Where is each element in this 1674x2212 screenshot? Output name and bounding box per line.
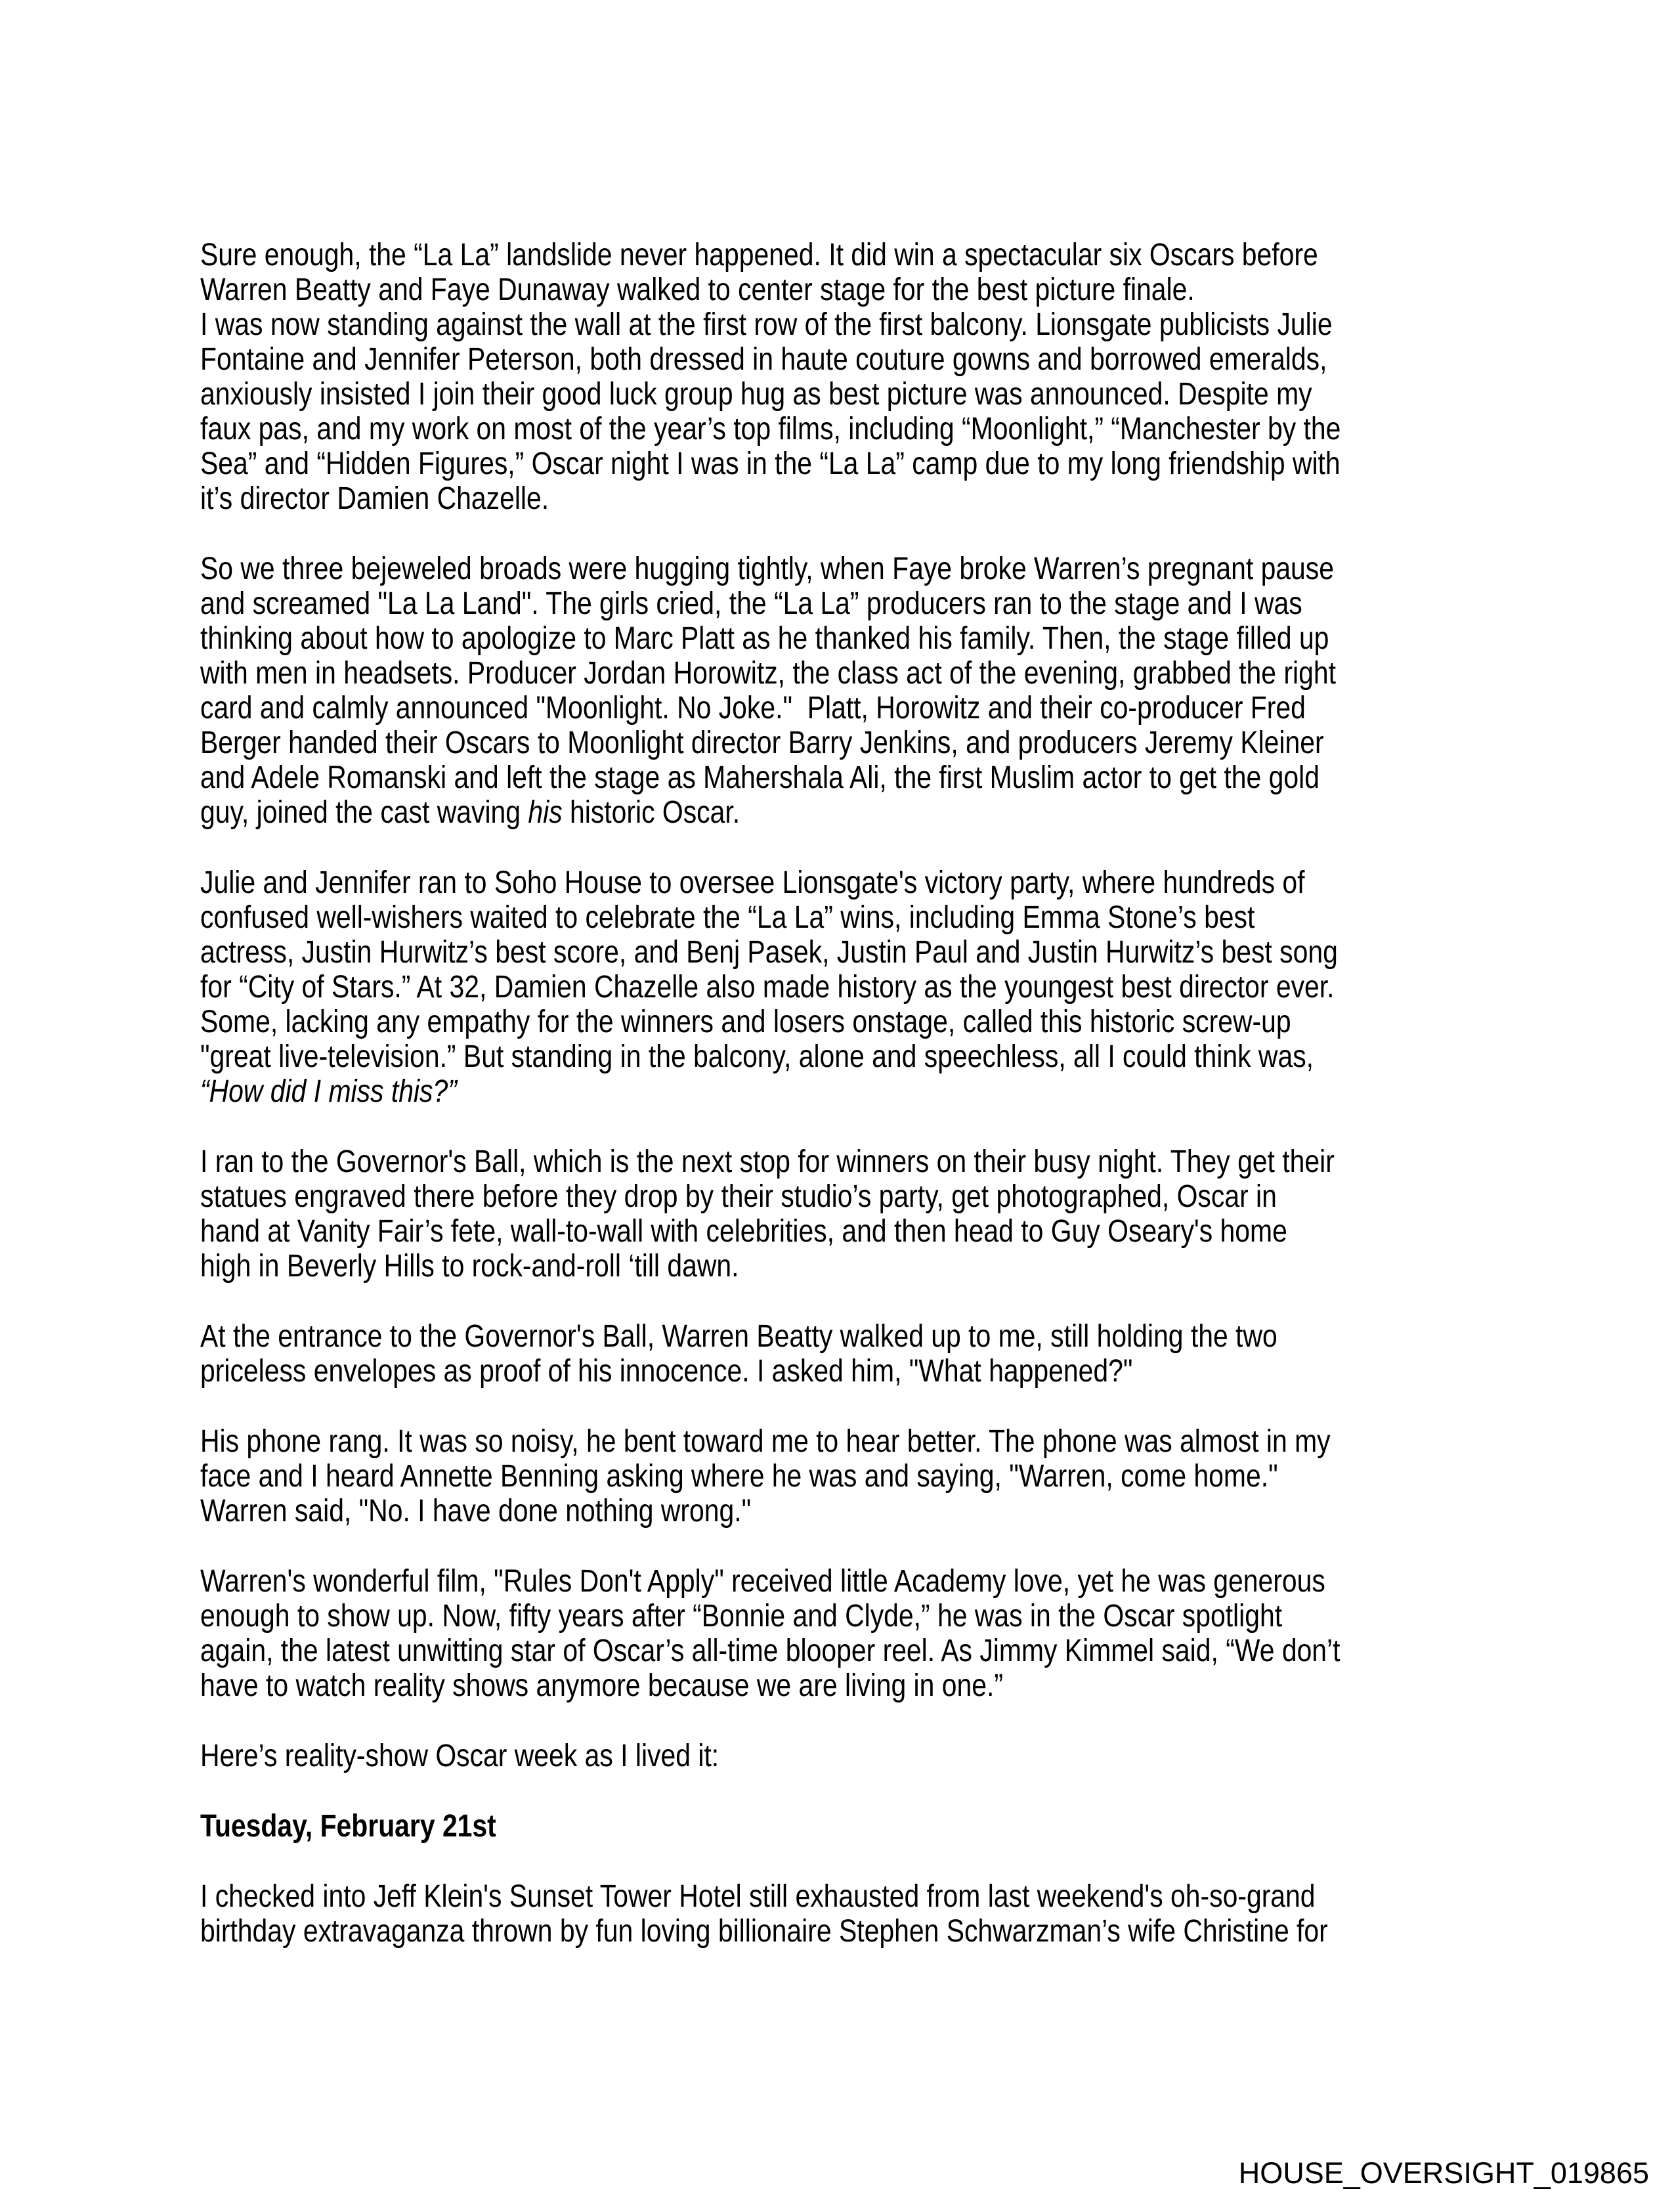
paragraph (200, 1319, 1484, 1389)
text-line (200, 1494, 1484, 1529)
text-line (200, 1809, 1484, 1844)
text-line (200, 1074, 1484, 1109)
bates-number: HOUSE_OVERSIGHT_019865 (1238, 2156, 1649, 2190)
paragraph (200, 552, 1484, 830)
text-segment: Julie and Jennifer ran to Soho House to oversee Lionsgate's victory party, where hundreds of (200, 865, 1305, 900)
section-heading (200, 1809, 1484, 1844)
text-line (200, 238, 1484, 272)
text-segment: priceless envelopes as proof of his innocence. I asked him, "What happened?" (200, 1354, 1133, 1389)
text-segment: Some, lacking any empathy for the winners and losers onstage, called this historic screw-up (200, 1005, 1291, 1039)
paragraph (200, 865, 1484, 1109)
text-line (200, 412, 1484, 446)
paragraph (200, 1144, 1484, 1284)
text-line (200, 1668, 1484, 1703)
text-line (200, 1144, 1484, 1179)
text-segment: Here’s reality-show Oscar week as I lived it: (200, 1739, 719, 1773)
text-segment: actress, Justin Hurwitz’s best score, and Benj Pasek, Justin Paul and Justin Hurwitz’s best song (200, 935, 1338, 970)
text-segment: His phone rang. It was so noisy, he bent toward me to hear better. The phone was almost in my (200, 1424, 1331, 1459)
text-segment: enough to show up. Now, fifty years after “Bonnie and Clyde,” he was in the Oscar spotlight (200, 1599, 1283, 1634)
text-line (200, 1424, 1484, 1459)
text-segment: face and I heard Annette Benning asking where he was and saying, "Warren, come home." (200, 1459, 1278, 1494)
text-line (200, 1459, 1484, 1494)
text-line (200, 1354, 1484, 1389)
text-segment: Warren said, "No. I have done nothing wrong." (200, 1494, 752, 1529)
text-segment: Sure enough, the “La La” landslide never happened. It did win a spectacular six Oscars before (200, 238, 1318, 272)
text-line (200, 1564, 1484, 1599)
text-segment: Warren Beatty and Faye Dunaway walked to center stage for the best picture finale. (200, 272, 1195, 307)
text-segment: I was now standing against the wall at the first row of the first balcony. Lionsgate publicists Julie (200, 307, 1333, 342)
text-line (200, 970, 1484, 1005)
italic-text-segment: his (528, 795, 563, 830)
text-line (200, 691, 1484, 726)
paragraph (200, 1739, 1484, 1773)
text-line (200, 1319, 1484, 1354)
text-line (200, 1634, 1484, 1668)
text-line (200, 1599, 1484, 1634)
text-segment: So we three bejeweled broads were hugging tightly, when Faye broke Warren’s pregnant pause (200, 552, 1335, 586)
text-line (200, 865, 1484, 900)
text-line (200, 377, 1484, 412)
text-segment: with men in headsets. Producer Jordan Horowitz, the class act of the evening, grabbed the right (200, 656, 1336, 691)
text-line (200, 552, 1484, 586)
text-segment: have to watch reality shows anymore because we are living in one.” (200, 1668, 1003, 1703)
text-line (200, 1739, 1484, 1773)
text-segment: faux pas, and my work on most of the year’s top films, including “Moonlight,” “Manchester by the (200, 412, 1341, 446)
text-segment: for “City of Stars.” At 32, Damien Chazelle also made history as the youngest best director ever. (200, 970, 1335, 1005)
text-line (200, 586, 1484, 621)
text-segment: At the entrance to the Governor's Ball, Warren Beatty walked up to me, still holding the two (200, 1319, 1277, 1354)
text-line (200, 795, 1484, 830)
italic-text-segment: “How did I miss this?” (200, 1074, 457, 1109)
paragraph (200, 1564, 1484, 1703)
text-line (200, 307, 1484, 342)
text-line (200, 1005, 1484, 1039)
document-body (200, 238, 1484, 1984)
text-line (200, 760, 1484, 795)
text-line (200, 1179, 1484, 1214)
text-segment: statues engraved there before they drop by their studio’s party, get photographed, Oscar in (200, 1179, 1277, 1214)
paragraph (200, 1424, 1484, 1529)
text-segment: high in Beverly Hills to rock-and-roll ‘till dawn. (200, 1249, 739, 1284)
text-segment: card and calmly announced "Moonlight. No Joke." Platt, Horowitz and their co-producer Fred (200, 691, 1306, 726)
text-segment: historic Oscar. (562, 795, 740, 830)
paragraph (200, 1879, 1484, 1949)
text-line (200, 446, 1484, 481)
text-segment: hand at Vanity Fair’s fete, wall-to-wall with celebrities, and then head to Guy Oseary's home (200, 1214, 1287, 1249)
text-line (200, 1249, 1484, 1284)
text-segment: it’s director Damien Chazelle. (200, 481, 549, 516)
text-line (200, 621, 1484, 656)
text-segment: thinking about how to apologize to Marc Platt as he thanked his family. Then, the stage filled up (200, 621, 1329, 656)
text-segment: confused well-wishers waited to celebrate the “La La” wins, including Emma Stone’s best (200, 900, 1255, 935)
text-segment: I ran to the Governor's Ball, which is the next stop for winners on their busy night. They get their (200, 1144, 1335, 1179)
text-line (200, 900, 1484, 935)
text-segment: "great live-television.” But standing in the balcony, alone and speechless, all I could think was, (200, 1039, 1314, 1074)
text-line (200, 1879, 1484, 1914)
text-segment: I checked into Jeff Klein's Sunset Tower Hotel still exhausted from last weekend's oh-so-grand (200, 1879, 1316, 1914)
text-line (200, 342, 1484, 377)
text-segment: Tuesday, February 21st (200, 1809, 496, 1844)
text-segment: Warren's wonderful film, "Rules Don't Apply" received little Academy love, yet he was generous (200, 1564, 1325, 1599)
text-segment: Sea” and “Hidden Figures,” Oscar night I was in the “La La” camp due to my long friendship with (200, 446, 1341, 481)
text-segment: Fontaine and Jennifer Peterson, both dressed in haute couture gowns and borrowed emeralds, (200, 342, 1327, 377)
text-line (200, 726, 1484, 760)
text-line (200, 1914, 1484, 1949)
text-segment: birthday extravaganza thrown by fun loving billionaire Stephen Schwarzman’s wife Christine for (200, 1914, 1328, 1949)
text-segment: and Adele Romanski and left the stage as Mahershala Ali, the first Muslim actor to get the gold (200, 760, 1320, 795)
text-line (200, 1039, 1484, 1074)
text-line (200, 1214, 1484, 1249)
text-segment: guy, joined the cast waving (200, 795, 528, 830)
text-segment: and screamed "La La Land". The girls cried, the “La La” producers ran to the stage and I was (200, 586, 1302, 621)
text-line (200, 481, 1484, 516)
text-segment: again, the latest unwitting star of Oscar’s all-time blooper reel. As Jimmy Kimmel said, “We don’t (200, 1634, 1341, 1668)
text-line (200, 935, 1484, 970)
text-line (200, 272, 1484, 307)
text-segment: anxiously insisted I join their good luck group hug as best picture was announced. Despite my (200, 377, 1312, 412)
paragraph (200, 238, 1484, 516)
text-line (200, 656, 1484, 691)
text-segment: Berger handed their Oscars to Moonlight director Barry Jenkins, and producers Jeremy Kleiner (200, 726, 1324, 760)
